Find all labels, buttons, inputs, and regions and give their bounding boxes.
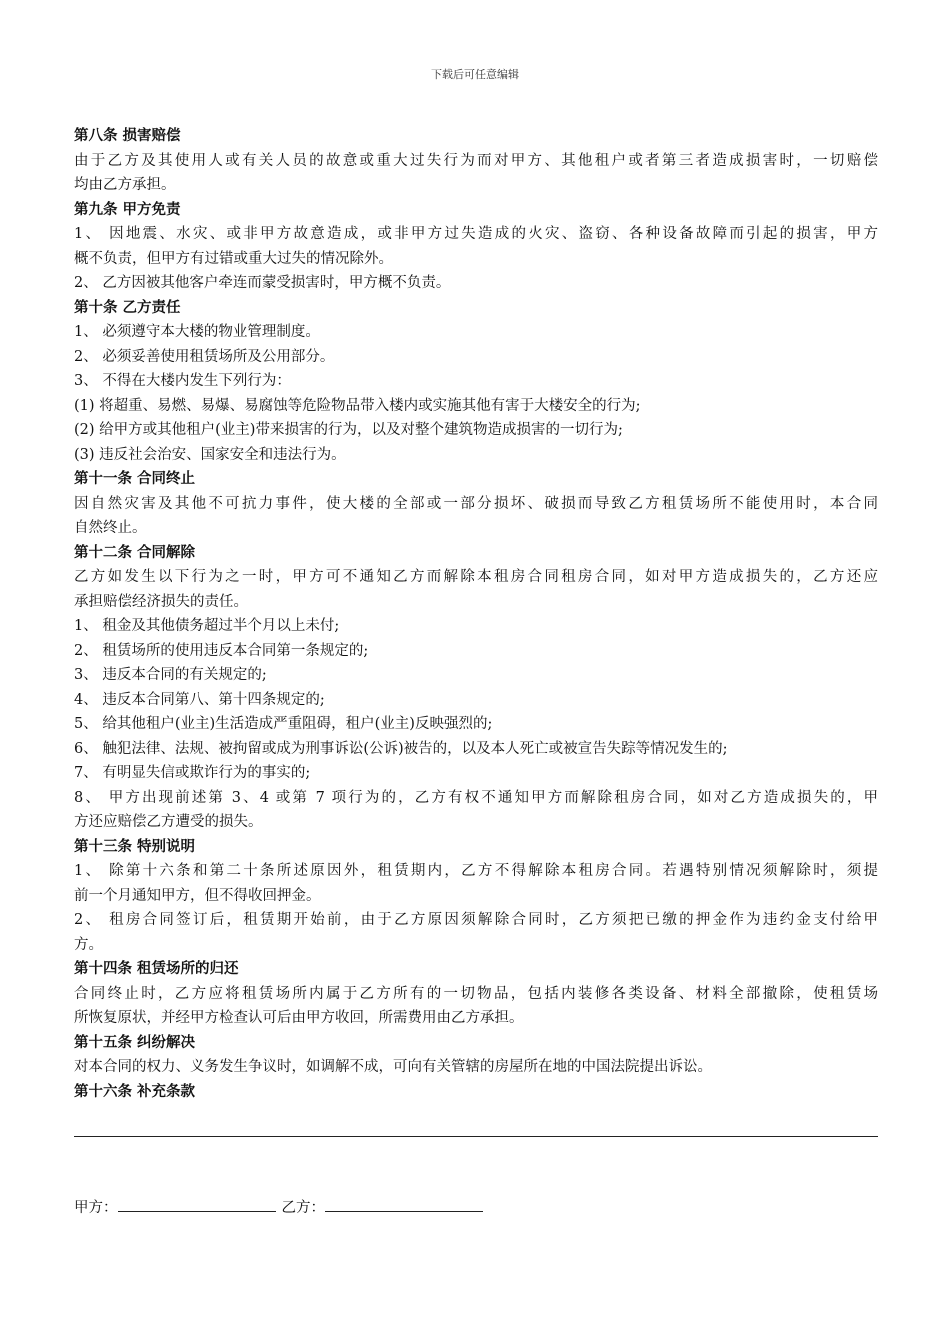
paragraph-line: 方还应赔偿乙方遭受的损失。 [74, 814, 263, 830]
paragraph-line: (2) 给甲方或其他租户(业主)带来损害的行为，以及对整个建筑物造成损害的一切行为; [74, 422, 623, 438]
section-heading: 第十一条 合同终止 [74, 471, 196, 487]
paragraph-line: 8、 甲方出现前述第 3、4 或第 7 项行为的，乙方有权不通知甲方而解除租房合同，如对乙方造成损失的，甲 [74, 789, 878, 806]
paragraph-line: 自然终止。 [74, 520, 147, 536]
paragraph-line: 2、 租赁场所的使用违反本合同第一条规定的; [74, 642, 369, 659]
paragraph-line: 1、 因地震、水灾、或非甲方故意造成，或非甲方过失造成的火灾、盗窃、各种设备故障而引起的损害，甲方 [74, 226, 878, 242]
paragraph-line: 乙方如发生以下行为之一时，甲方可不通知乙方而解除本租房合同租房合同，如对甲方造成损失的，乙方还应 [74, 569, 878, 585]
party-a-label: 甲方： [74, 1200, 118, 1216]
paragraph-line: 3、 不得在大楼内发生下列行为： [74, 373, 291, 389]
paragraph-line: 因自然灾害及其他不可抗力事件，使大楼的全部或一部分损坏、破损而导致乙方租赁场所不能使用时，本合同 [74, 495, 878, 512]
paragraph-line: 4、 违反本合同第八、第十四条规定的; [74, 691, 325, 708]
paragraph-line: 对本合同的权力、义务发生争议时，如调解不成，可向有关管辖的房屋所在地的中国法院提出诉讼。 [74, 1059, 712, 1075]
paragraph-line: 1、 必须遵守本大楼的物业管理制度。 [74, 324, 320, 340]
section-heading: 第十六条 补充条款 [74, 1083, 196, 1100]
paragraph-line: 方。 [74, 936, 103, 953]
section-heading: 第十二条 合同解除 [74, 544, 196, 561]
paragraph-line: 合同终止时，乙方应将租赁场所内属于乙方所有的一切物品，包括内装修各类设备、材料全部撤除，使租赁场 [74, 985, 878, 1002]
section-heading: 第九条 甲方免责 [74, 201, 181, 218]
party-b-label: 乙方： [281, 1200, 325, 1216]
paragraph-line: 6、 触犯法律、法规、被拘留或成为刑事诉讼(公诉)被告的，以及本人死亡或被宣告失踪等情况发生的; [74, 740, 728, 757]
paragraph-line: 承担赔偿经济损失的责任。 [74, 593, 248, 610]
section-heading: 第八条 损害赔偿 [74, 128, 181, 144]
paragraph-line: 概不负责，但甲方有过错或重大过失的情况除外。 [74, 250, 393, 267]
paragraph-line: (1) 将超重、易燃、易爆、易腐蚀等危险物品带入楼内或实施其他有害于大楼安全的行为; [74, 397, 641, 414]
paragraph-line: 1、 除第十六条和第二十条所述原因外，租赁期内，乙方不得解除本租房合同。若遇特别情况须解除时，须提 [74, 863, 878, 879]
paragraph-line: 5、 给其他租户(业主)生活造成严重阻碍，租户(业主)反映强烈的; [74, 716, 493, 732]
paragraph-line: 由于乙方及其使用人或有关人员的故意或重大过失行为而对甲方、其他租户或者第三者造成损害时，一切赔偿 [74, 152, 878, 169]
signature-line [74, 1196, 483, 1220]
section-heading: 第十三条 特别说明 [74, 838, 196, 855]
section-heading: 第十五条 纠纷解决 [74, 1034, 196, 1051]
section-heading: 第十条 乙方责任 [74, 299, 181, 316]
party-b-signature-blank [325, 1197, 483, 1212]
paragraph-line: 2、 租房合同签订后，租赁期开始前，由于乙方原因须解除合同时，乙方须把已缴的押金作为违约金支付给甲 [74, 912, 878, 928]
section-heading: 第十四条 租赁场所的归还 [74, 961, 239, 977]
paragraph-line: 2、 乙方因被其他客户牵连而蒙受损害时，甲方概不负责。 [74, 275, 451, 291]
paragraph-line: 1、 租金及其他债务超过半个月以上未付; [74, 618, 340, 634]
paragraph-line: (3) 违反社会治安、国家安全和违法行为。 [74, 446, 346, 463]
paragraph-line: 2、 必须妥善使用租赁场所及公用部分。 [74, 348, 335, 365]
paragraph-line: 前一个月通知甲方，但不得收回押金。 [74, 887, 321, 904]
paragraph-line: 所恢复原状，并经甲方检查认可后由甲方收回，所需费用由乙方承担。 [74, 1010, 524, 1026]
supplementary-terms-blank-line [74, 1136, 878, 1137]
party-a-signature-blank [118, 1197, 276, 1212]
paragraph-line: 均由乙方承担。 [74, 177, 176, 193]
paragraph-line: 3、 违反本合同的有关规定的; [74, 667, 267, 683]
header-note: 下载后可任意编辑 [431, 68, 519, 81]
contract-body [74, 124, 878, 1104]
paragraph-line: 7、 有明显失信或欺诈行为的事实的; [74, 765, 311, 781]
